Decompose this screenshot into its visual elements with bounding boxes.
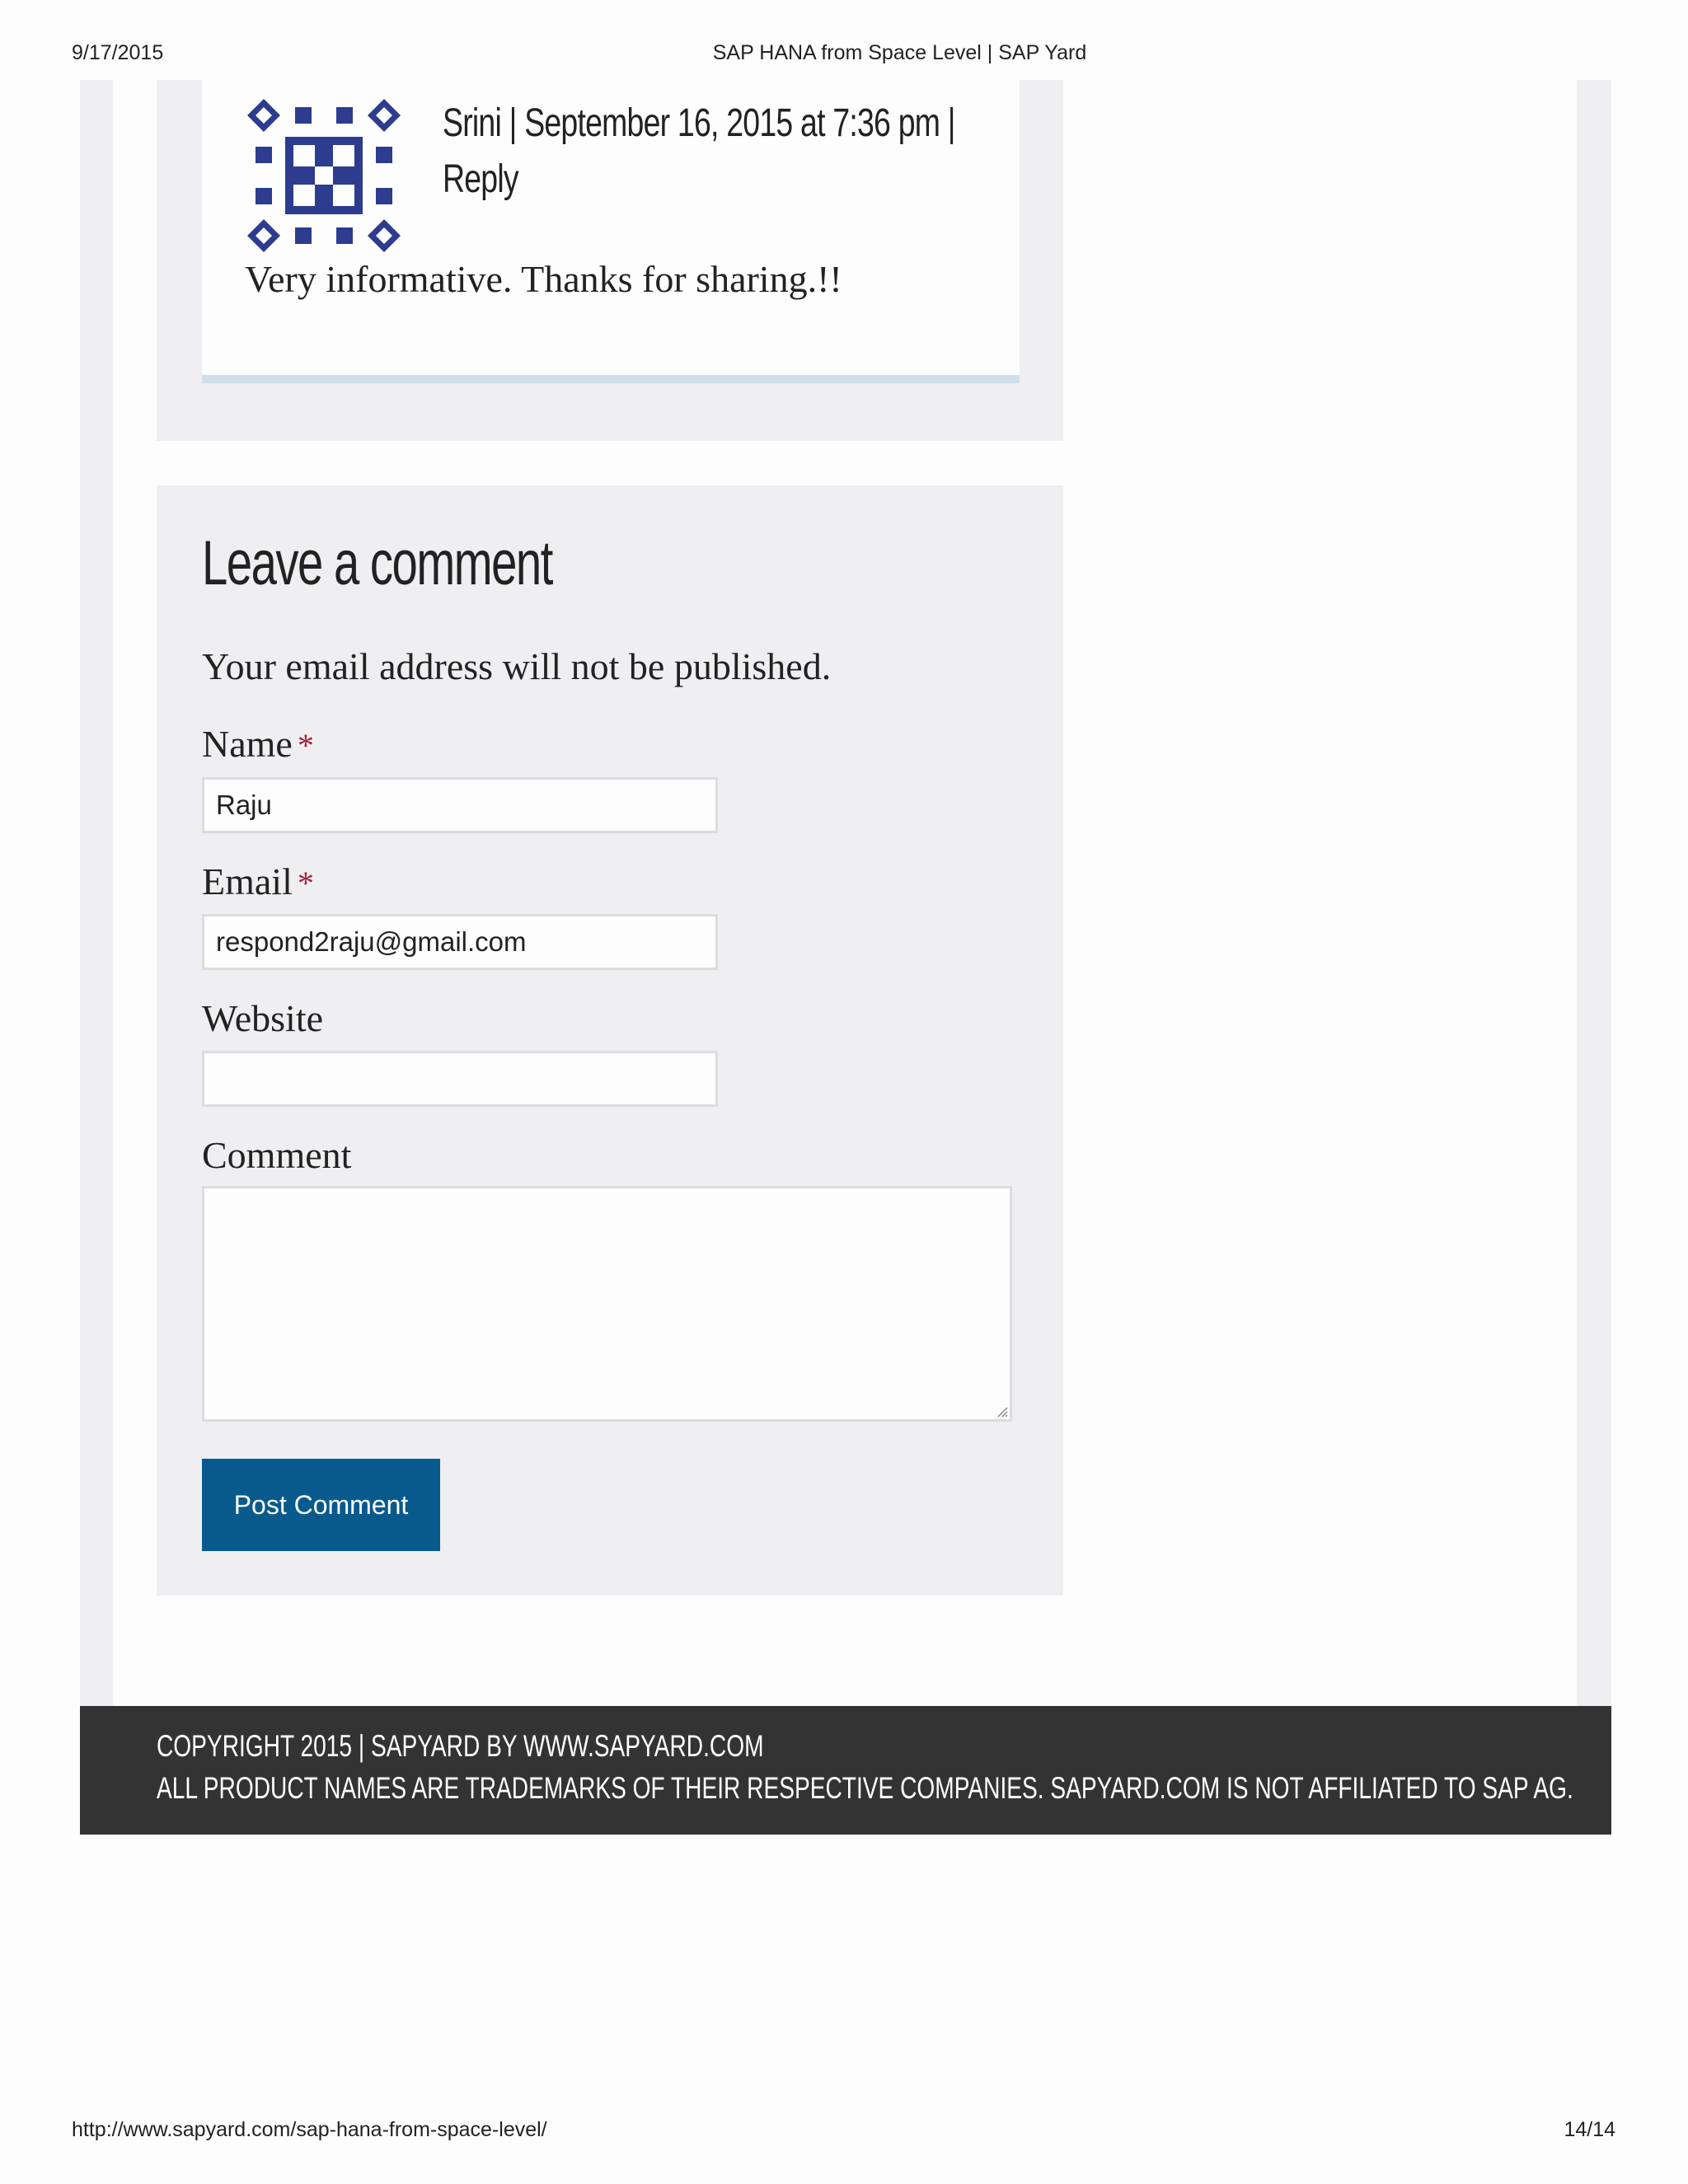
email-label-text: Email <box>202 860 293 902</box>
name-input[interactable]: Raju <box>202 777 718 833</box>
name-label-text: Name <box>202 723 293 765</box>
reply-title: Leave a comment <box>202 528 552 598</box>
comment-reply-link[interactable]: Reply <box>443 157 518 201</box>
post-comment-button[interactable]: Post Comment <box>202 1459 440 1551</box>
page-frame-left <box>80 80 113 1706</box>
comment-author-date: Srini | September 16, 2015 at 7:36 pm | <box>443 101 955 145</box>
website-label: Website <box>202 997 324 1039</box>
resize-handle-icon[interactable] <box>993 1403 1008 1418</box>
comment-textarea[interactable] <box>202 1186 1012 1422</box>
footer-disclaimer: ALL PRODUCT NAMES ARE TRADEMARKS OF THEIR RESPECTIVE COMPANIES. SAPYARD.COM IS NOT AFFILIATED TO SAP AG. <box>157 1771 1573 1805</box>
comment-text: Very informative. Thanks for sharing.!! <box>245 258 842 300</box>
name-label <box>202 722 314 766</box>
page-frame-right <box>1577 80 1611 1706</box>
footer-copyright: COPYRIGHT 2015 | SAPYARD BY WWW.SAPYARD.COM <box>157 1729 764 1763</box>
required-marker: * <box>297 865 314 902</box>
print-url: http://www.sapyard.com/sap-hana-from-space-level/ <box>72 2118 547 2141</box>
email-notice: Your email address will not be published. <box>202 645 832 687</box>
email-label <box>202 860 314 903</box>
print-title: SAP HANA from Space Level | SAP Yard <box>712 41 1087 64</box>
email-input[interactable]: respond2raju@gmail.com <box>202 914 718 970</box>
required-marker: * <box>297 727 314 764</box>
print-page-number: 14/14 <box>1564 2118 1615 2141</box>
print-date: 9/17/2015 <box>72 41 164 64</box>
website-input[interactable] <box>202 1051 718 1107</box>
identicon-avatar <box>246 97 402 254</box>
comment-label: Comment <box>202 1134 352 1176</box>
identicon-avatar-icon <box>246 97 402 254</box>
site-footer <box>80 1706 1611 1835</box>
